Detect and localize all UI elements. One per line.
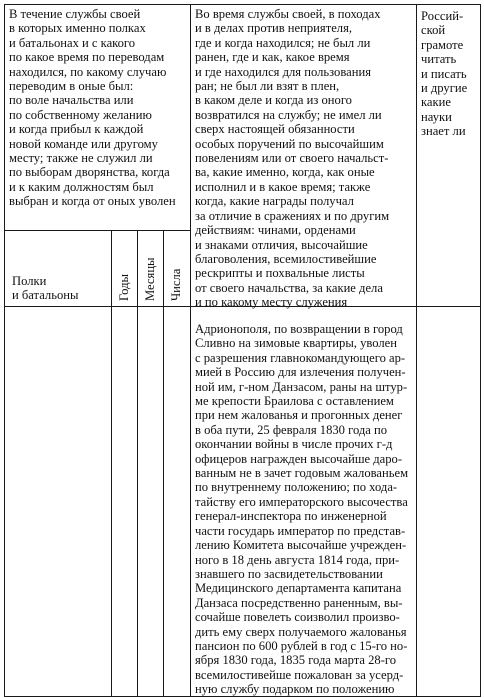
subheader-years: Годы <box>117 274 131 301</box>
header-campaigns-text: Во время службы своей, в походах и в делах против неприятеля, где и когда находился; не был ли ранен, где и как, какое время и где находился для пользования ран; не был ли взят в плен, в каком деле и когда из оного возвратился на службу; не имел ли сверх настоящей обязанности особых поручений по высочайшим повелениям или от своего начальст- ва, какие именно, когда, как оные исполнил и в какое время; также когда, какие награды получал за отличие в сражениях и по другим действиям: чинами, орденами и знаками отличия, высочайшие благоволения, всемилостивейшие рескрипты и похвальные листы от своего начальства, за какие дела и по какому месту служения <box>195 7 390 310</box>
table-border-left <box>4 4 5 697</box>
subcolumn-divider-1 <box>111 230 112 697</box>
header-service-units-text: В течение службы своей в которых именно полках и батальонах и с какого по какое время по переводам находился, по какому случаю переводим в оные был: по воле начальства или по собственному желанию и когда прибыл к каждой новой команде или другому месту; также не служил ли по выборам дворянства, когда и к каким должностям был выбран и когда от оных уволен <box>9 7 176 209</box>
table-border-right <box>480 4 481 697</box>
subcolumn-divider-2 <box>137 230 138 697</box>
subheader-days: Числа <box>169 268 183 301</box>
column-divider-1 <box>190 4 191 697</box>
header-literacy-text: Россий- ской грамоте читать и писать и другие какие науки знает ли <box>421 9 468 139</box>
subheader-regiments: Полки и батальоны <box>12 274 79 303</box>
body-campaigns-text: Адрионополя, по возвращении в город Сливно на зимовые квартиры, уволен с разрешения главнокомандующего ар- мией в Россию для излечения получен- ной им, г-ном Данзасом, раны на штур- ме крепости Браилова с оставлением при нем жалованья и прогонных денег в оба пути, 25 февраля 1830 года по окончании войны в числе прочих г-д офицеров награжден высочайше даро- ванным не в зачет годовым жалованьем по внутреннему положению; по хода- тайству его императорского высочества генерал-инспектора по инженерной части государь император по представ- лению Комитета высочайше учрежден- ного в 18 день августа 1814 года, при- знавшего по засвидетельствовании Медицинского департамента капитана Данзаса посредственно раненным, вы- сочайше повелеть соизволил произво- дить ему сверх получаемого жалованья пансион по 600 рублей в год с 15-го но- ября 1830 года, 1835 года марта 28-го всемилостивейше пожалован за усерд- ную службу подарком по положению <box>195 322 409 697</box>
column-divider-2 <box>416 4 417 697</box>
table-border-top <box>4 4 481 5</box>
subcolumn-divider-3 <box>163 230 164 697</box>
subheader-months: Месяцы <box>143 257 157 301</box>
